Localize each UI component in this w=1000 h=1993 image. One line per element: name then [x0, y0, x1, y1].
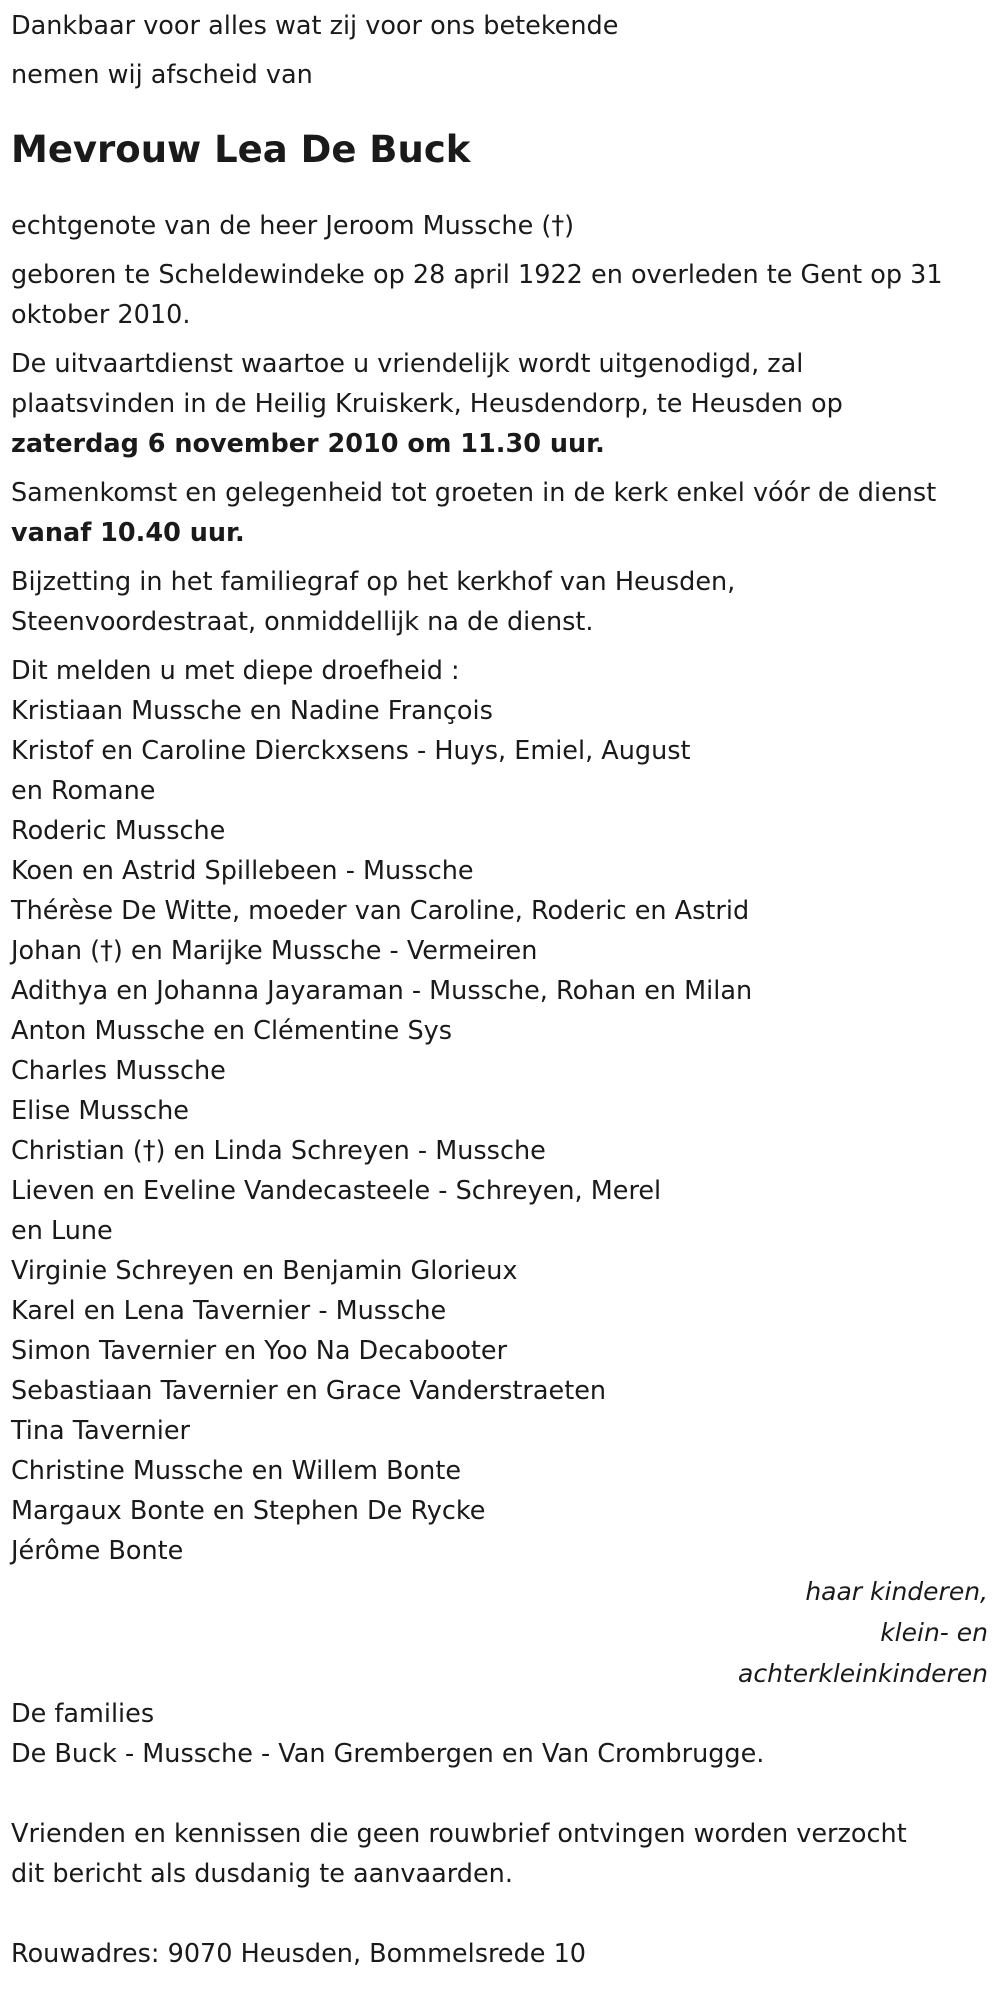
families-names: De Buck - Mussche - Van Grembergen en Van Crombrugge.	[11, 1739, 765, 1769]
list-item: Karel en Lena Tavernier - Mussche	[11, 1296, 447, 1326]
list-item: Christian (†) en Linda Schreyen - Mussche	[11, 1136, 546, 1166]
list-item: Roderic Mussche	[11, 816, 226, 846]
birth-line-2: oktober 2010.	[11, 300, 191, 330]
list-item: en Romane	[11, 776, 156, 806]
birth-paragraph	[11, 255, 1000, 335]
list-item: Tina Tavernier	[11, 1416, 190, 1446]
list-item: Thérèse De Witte, moeder van Caroline, Roderic en Astrid	[11, 896, 750, 926]
list-item: Jérôme Bonte	[11, 1536, 184, 1566]
list-item: en Lune	[11, 1216, 113, 1246]
friends-notice	[11, 1814, 1000, 1894]
service-paragraph	[11, 344, 1000, 464]
gathering-line-1: Samenkomst en gelegenheid tot groeten in de kerk enkel vóór de dienst	[11, 478, 937, 508]
list-item: Virginie Schreyen en Benjamin Glorieux	[11, 1256, 518, 1286]
service-line-1: De uitvaartdienst waartoe u vriendelijk wordt uitgenodigd, zal	[11, 349, 804, 379]
deceased-name: Mevrouw Lea De Buck	[11, 128, 471, 171]
burial-line-2: Steenvoordestraat, onmiddellijk na de dienst.	[11, 607, 594, 637]
burial-line-1: Bijzetting in het familiegraf op het kerkhof van Heusden,	[11, 567, 736, 597]
mourning-address: Rouwadres: 9070 Heusden, Bommelsrede 10	[11, 1939, 587, 1969]
service-line-2: plaatsvinden in de Heilig Kruiskerk, Heusdendorp, te Heusden op	[11, 389, 843, 419]
signature-line-1: haar kinderen,	[805, 1577, 988, 1606]
list-item: Christine Mussche en Willem Bonte	[11, 1456, 462, 1486]
spouse-line: echtgenote van de heer Jeroom Mussche (†)	[11, 211, 575, 241]
signature-line-3: achterkleinkinderen	[738, 1659, 988, 1688]
announcement: Dit melden u met diepe droefheid :	[11, 656, 460, 686]
intro-line-2: nemen wij afscheid van	[11, 60, 313, 90]
list-item: Johan (†) en Marijke Mussche - Vermeiren	[11, 936, 538, 966]
signature-line-2: klein- en	[880, 1618, 988, 1647]
burial-paragraph	[11, 562, 1000, 642]
service-date: zaterdag 6 november 2010 om 11.30 uur.	[11, 429, 605, 459]
list-item: Elise Mussche	[11, 1096, 189, 1126]
list-item: Anton Mussche en Clémentine Sys	[11, 1016, 453, 1046]
families-block	[11, 1694, 1000, 1774]
mourners-list	[11, 691, 1000, 1571]
birth-line-1: geboren te Scheldewindeke op 28 april 1922 en overleden te Gent op 31	[11, 260, 943, 290]
list-item: Margaux Bonte en Stephen De Rycke	[11, 1496, 486, 1526]
friends-line-1: Vrienden en kennissen die geen rouwbrief ontvingen worden verzocht	[11, 1819, 907, 1849]
list-item: Kristiaan Mussche en Nadine François	[11, 696, 493, 726]
friends-line-2: dit bericht als dusdanig te aanvaarden.	[11, 1859, 513, 1889]
spacer	[11, 1774, 1000, 1814]
list-item: Kristof en Caroline Dierckxsens - Huys, Emiel, August	[11, 736, 691, 766]
list-item: Lieven en Eveline Vandecasteele - Schreyen, Merel	[11, 1176, 662, 1206]
families-heading: De families	[11, 1699, 155, 1729]
list-item: Simon Tavernier en Yoo Na Decabooter	[11, 1336, 508, 1366]
intro-line-1: Dankbaar voor alles wat zij voor ons betekende	[11, 11, 619, 41]
obituary-notice	[0, 6, 1000, 1974]
list-item: Adithya en Johanna Jayaraman - Mussche, Rohan en Milan	[11, 976, 753, 1006]
gathering-paragraph	[11, 473, 1000, 553]
signature-block	[11, 1571, 988, 1694]
list-item: Koen en Astrid Spillebeen - Mussche	[11, 856, 474, 886]
gathering-time: vanaf 10.40 uur.	[11, 518, 245, 548]
list-item: Sebastiaan Tavernier en Grace Vanderstraeten	[11, 1376, 607, 1406]
list-item: Charles Mussche	[11, 1056, 226, 1086]
